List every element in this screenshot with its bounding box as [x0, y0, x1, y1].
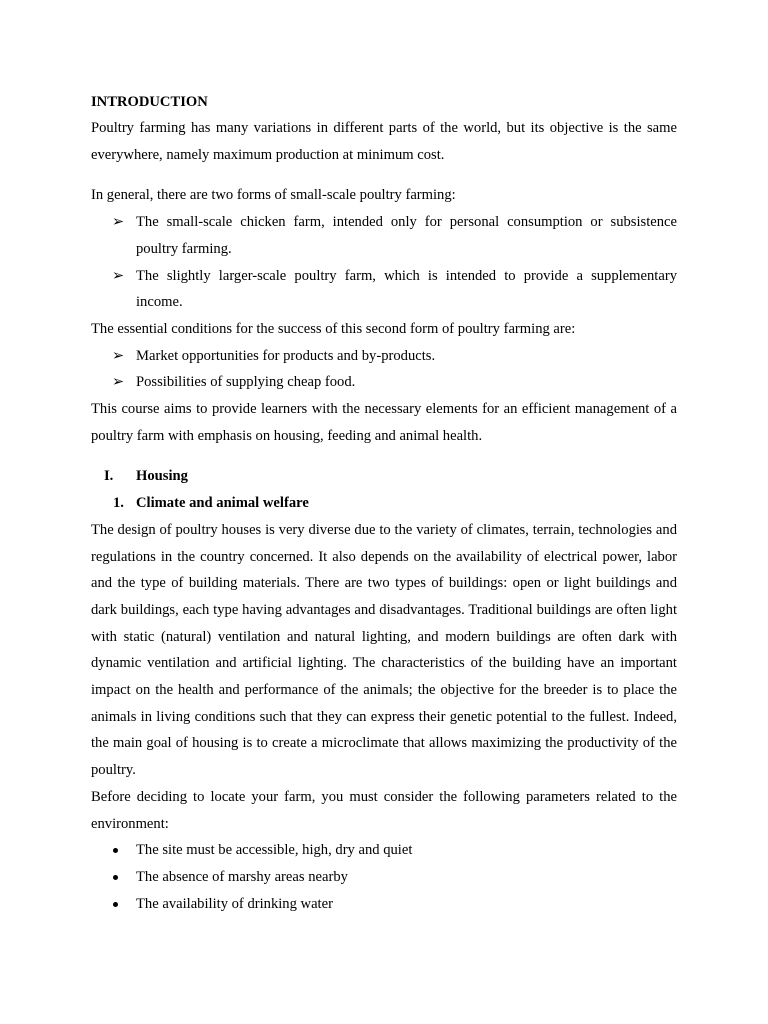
list-item	[91, 369, 677, 396]
intro-paragraph-forms: In general, there are two forms of small-scale poultry farming:	[91, 187, 456, 204]
parameters-list	[91, 837, 677, 917]
subsection-heading-climate	[91, 490, 677, 517]
list-item	[91, 891, 677, 918]
list-item-text: The small-scale chicken farm, intended only for personal consumption or subsistence poultry farming.	[136, 214, 677, 257]
list-item-text: The site must be accessible, high, dry and quiet	[136, 842, 413, 859]
list-item	[91, 837, 677, 864]
intro-paragraph-objective: Poultry farming has many variations in different parts of the world, but its objective is the same everywhere, namely maximum production at minimum cost.	[91, 120, 677, 163]
list-item-text: The slightly larger-scale poultry farm, which is intended to provide a supplementary income.	[136, 267, 677, 311]
list-item	[91, 343, 677, 370]
list-item-text: Market opportunities for products and by-products.	[136, 347, 436, 364]
bullet-dot-icon	[113, 848, 118, 853]
housing-paragraph-location: Before deciding to locate your farm, you must consider the following parameters related to the environment:	[91, 788, 677, 832]
list-item-text: The availability of drinking water	[136, 895, 333, 912]
list-item	[91, 263, 677, 316]
bullet-dot-icon	[113, 902, 118, 907]
list-item-text: Possibilities of supplying cheap food.	[136, 374, 356, 391]
arrow-bullet-icon: ➢	[112, 267, 125, 284]
document-body	[91, 89, 677, 917]
conditions-list	[91, 343, 677, 396]
housing-paragraph-design: The design of poultry houses is very diverse due to the variety of climates, terrain, technologies and regulations in the country concerned. It also depends on the availability of electrical power, labor and the type of building materials. There are two types of buildings: open or light buildings and dark buildings, each type having advantages and disadvantages. Traditional buildings are often light with static (natural) ventilation and natural lighting, and modern buildings are often dark with dynamic ventilation and artificial lighting. The characteristics of the building have an important impact on the health and performance of the animals; the objective for the breeder is to place the animals in living conditions such that they can express their genetic potential to the fullest. Indeed, the main goal of housing is to create a microclimate that allows maximizing the productivity of the poultry.	[91, 521, 677, 779]
list-item-text: The absence of marshy areas nearby	[136, 868, 348, 885]
intro-paragraph-course-aim: This course aims to provide learners with the necessary elements for an efficient management of a poultry farm with emphasis on housing, feeding and animal health.	[91, 401, 677, 444]
intro-paragraph-conditions: The essential conditions for the success of this second form of poultry farming are:	[91, 320, 576, 337]
arrow-bullet-icon: ➢	[112, 374, 125, 391]
bullet-dot-icon	[113, 875, 118, 880]
forms-list	[91, 209, 677, 316]
section-title: Housing	[136, 468, 188, 485]
subsection-title: Climate and animal welfare	[136, 495, 309, 512]
arrow-bullet-icon: ➢	[112, 214, 125, 231]
introduction-heading: INTRODUCTION	[91, 94, 208, 110]
subsection-number: 1.	[113, 495, 124, 512]
section-number: I.	[104, 468, 114, 485]
section-heading-housing	[91, 463, 677, 490]
list-item	[91, 209, 677, 262]
arrow-bullet-icon: ➢	[112, 347, 125, 364]
list-item	[91, 864, 677, 891]
